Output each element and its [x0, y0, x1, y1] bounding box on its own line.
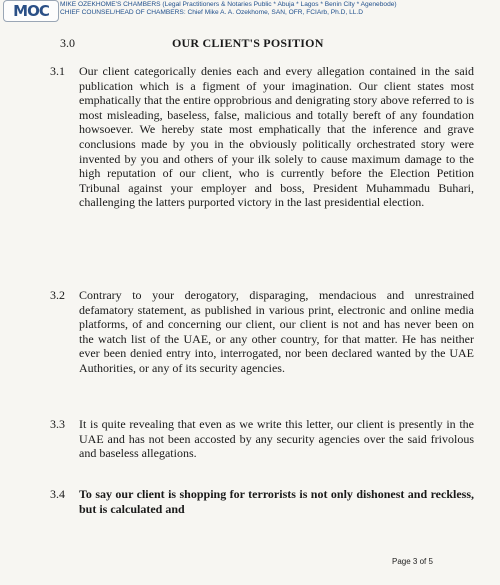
chambers-logo [3, 0, 59, 22]
logo-text: MOC [13, 2, 49, 20]
page-number: Page 3 of 5 [392, 557, 433, 566]
paragraph-number: 3.3 [50, 417, 65, 431]
paragraph-text: Our client categorically denies each and every allegation contained in the said publication which is a figment of your imagination. Our client states most emphatically that the entire opprobrious and denigrating story above referred to is most misleading, baseless, false, malicious and totally bereft of any foundation howsoever. We hereby state most emphatically that the inference and grave conclusions made by you in the obviously politically orchestrated story were invented by you and others of your ilk solely to cause maximum damage to the high reputation of our client, who is currently before the Election Petition Tribunal against your employer and boss, President Muhammadu Buhari, challenging the latters purported victory in the last presidential election. [79, 64, 474, 210]
paragraph-text: It is quite revealing that even as we write this letter, our client is presently in the UAE and has not been accosted by any security agencies over the said frivolous and baseless allegations. [79, 417, 474, 461]
letterhead-counsel-line: CHIEF COUNSEL/HEAD OF CHAMBERS: Chief Mike A. A. Ozekhome, SAN, OFR, FCIArb, Ph.D, LL.D [60, 9, 364, 16]
paragraph-number: 3.2 [50, 288, 65, 302]
section-title: OUR CLIENT'S POSITION [172, 36, 324, 50]
paragraph-text: To say our client is shopping for terrorists is not only dishonest and reckless, but is calculated and [79, 487, 474, 516]
letterhead-firm-line: MIKE OZEKHOME'S CHAMBERS (Legal Practitioners & Notaries Public * Abuja * Lagos * Benin City * Agenebode) [60, 1, 397, 8]
paragraph-text: Contrary to your derogatory, disparaging, mendacious and unrestrained defamatory statement, as published in various print, electronic and online media platforms, of and concerning our client, our client is not and has never been on the watch list of the UAE, or any other country, for that matter. He has neither ever been denied entry into, interrogated, nor been declared wanted by the UAE Authorities, or any of its security agencies. [79, 288, 474, 375]
paragraph-number: 3.1 [50, 64, 65, 78]
section-number: 3.0 [60, 36, 75, 50]
paragraph-number: 3.4 [50, 487, 65, 501]
